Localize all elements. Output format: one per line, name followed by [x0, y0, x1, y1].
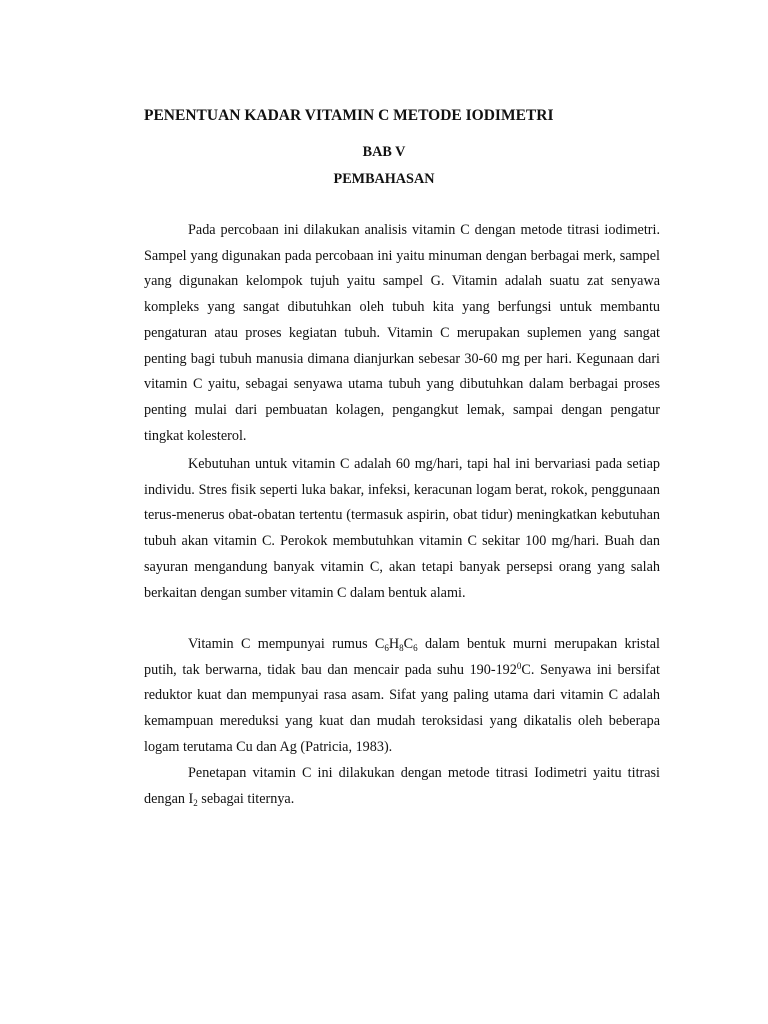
- paragraph-2: Kebutuhan untuk vitamin C adalah 60 mg/hari, tapi hal ini bervariasi pada setiap individu. Stres fisik seperti luka bakar, infeksi, keracunan logam berat, rokok, penggunaan terus-menerus obat-obatan tertentu (termasuk aspirin, obat tidur) meningkatkan kebutuhan tubuh akan vitamin C. Perokok membutuhkan vitamin C sekitar 100 mg/hari. Buah dan sayuran mengandung banyak vitamin C, akan tetapi banyak persepsi orang yang salah berkaitan dengan sumber vitamin C dalam bentuk alami.: [144, 456, 660, 601]
- p3-sub-1: 6: [384, 643, 389, 653]
- paragraph-3-block: [144, 632, 660, 761]
- paragraph-1-block: [144, 218, 660, 449]
- p3-mid: dalam bentuk murni merupakan kristal putih, tak berwarna, tidak bau dan mencair pada suhu 190-192: [144, 636, 660, 678]
- paragraph-4: [144, 761, 660, 812]
- paragraph-2-block: [144, 452, 660, 606]
- p3-rest: C. Senyawa ini bersifat reduktor kuat dan mempunyai rasa asam. Sifat yang paling utama dari vitamin C adalah kemampuan mereduksi yang kuat dan mudah teroksidasi yang dikatalis oleh beberapa logam terutama Cu dan Ag (Patricia, 1983).: [144, 661, 660, 755]
- p3-intro: Vitamin C mempunyai rumus C: [188, 636, 385, 652]
- paragraph-4-block: [144, 761, 660, 812]
- chapter-heading: BAB V: [362, 144, 406, 160]
- document-title: PENENTUAN KADAR VITAMIN C METODE IODIMETRI: [144, 107, 554, 124]
- p4-sub: 2: [193, 797, 198, 808]
- p3-sub-3: 6: [413, 643, 418, 653]
- paragraph-3: [144, 632, 660, 761]
- paragraph-1: Pada percobaan ini dilakukan analisis vitamin C dengan metode titrasi iodimetri. Sampel yang digunakan pada percobaan ini yaitu minuman dengan berbagai merk, sampel yang digunakan kelompok tujuh yaitu sampel G. Vitamin adalah suatu zat senyawa kompleks yang sangat dibutuhkan oleh tubuh kita yang berfungsi untuk membantu pengaturan atau proses kegiatan tubuh. Vitamin C merupakan suplemen yang sangat penting bagi tubuh manusia dimana dianjurkan sebesar 30-60 mg per hari. Kegunaan dari vitamin C yaitu, sebagai senyawa utama tubuh yang dibutuhkan dalam berbagai proses penting mulai dari pembuatan kolagen, pengangkut lemak, sampai dengan pengatur tingkat kolesterol.: [144, 222, 660, 444]
- p3-c: C: [403, 636, 414, 652]
- section-heading: PEMBAHASAN: [333, 171, 435, 187]
- p3-degree-sup: 0: [516, 660, 522, 671]
- p3-h: H: [388, 636, 400, 652]
- p3-sub-2: 8: [399, 643, 404, 653]
- p4-rest: sebagai titernya.: [197, 790, 295, 807]
- p4-intro: Penetapan vitamin C ini dilakukan dengan metode titrasi Iodimetri yaitu titrasi dengan I: [144, 765, 660, 807]
